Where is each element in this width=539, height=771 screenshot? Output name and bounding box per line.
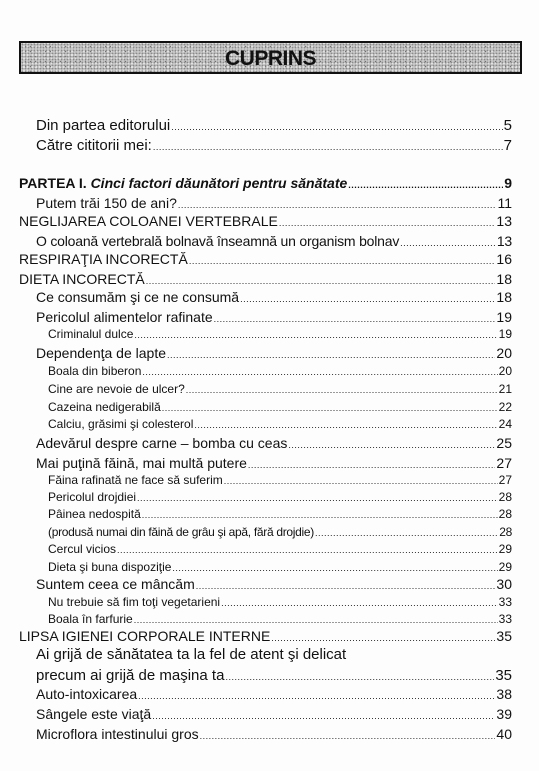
toc-entry-title: Pericolul alimentelor rafinate bbox=[36, 309, 213, 325]
toc-dot-leader bbox=[200, 731, 496, 741]
toc-entry[interactable] bbox=[36, 726, 512, 742]
toc-dot-leader bbox=[171, 122, 502, 132]
toc-entry[interactable] bbox=[48, 595, 512, 609]
toc-entry-page: 5 bbox=[503, 117, 512, 134]
title-banner bbox=[19, 41, 522, 74]
toc-entry-title: (produsă numai din făină de grâu şi apă, fără drojdie) bbox=[48, 525, 314, 539]
toc-entry[interactable] bbox=[36, 309, 512, 325]
toc-entry-page: 35 bbox=[495, 667, 512, 684]
toc-entry[interactable] bbox=[36, 117, 512, 134]
toc-entry-page: 22 bbox=[498, 400, 512, 414]
toc-dot-leader bbox=[152, 711, 495, 721]
toc-entry-page: 19 bbox=[496, 309, 512, 325]
toc-entry-title: Microflora intestinului gros bbox=[36, 726, 199, 742]
toc-dot-leader bbox=[137, 493, 498, 503]
toc-entry-page: 28 bbox=[498, 507, 512, 521]
toc-entry[interactable] bbox=[36, 289, 512, 305]
toc-entry-page: 11 bbox=[497, 195, 512, 211]
toc-entry[interactable] bbox=[48, 525, 512, 539]
toc-dot-leader bbox=[196, 581, 496, 591]
toc-entry[interactable] bbox=[19, 628, 512, 644]
toc-dot-leader bbox=[194, 420, 497, 430]
toc-entry-title: Sângele este viaţă bbox=[36, 706, 152, 722]
toc-entry-page: 20 bbox=[498, 364, 512, 378]
toc-entry-page: 18 bbox=[496, 289, 512, 305]
toc-entry-title: Cazeina nedigerabilă bbox=[48, 400, 161, 414]
toc-dot-leader bbox=[146, 276, 496, 286]
toc-entry[interactable] bbox=[36, 233, 512, 249]
toc-entry[interactable] bbox=[36, 706, 512, 722]
toc-entry-page: 33 bbox=[498, 612, 512, 626]
toc-entry-title: DIETA INCORECTĂ bbox=[19, 271, 145, 287]
toc-entry-page: 13 bbox=[496, 233, 512, 249]
toc-entry[interactable] bbox=[36, 345, 512, 361]
toc-dot-leader bbox=[248, 460, 496, 470]
toc-entry[interactable] bbox=[36, 137, 512, 154]
toc-dot-leader bbox=[348, 180, 503, 190]
toc-dot-leader bbox=[224, 476, 498, 486]
toc-entry[interactable] bbox=[19, 251, 512, 267]
toc-entry-page: 7 bbox=[503, 137, 512, 154]
page-title: CUPRINS bbox=[224, 47, 316, 70]
toc-entry-title: Dieta şi buna dispoziţie bbox=[48, 560, 172, 574]
toc-entry-page: 27 bbox=[498, 473, 512, 487]
toc-entry-title: Auto-intoxicarea bbox=[36, 686, 138, 702]
toc-entry[interactable] bbox=[48, 400, 512, 414]
toc-entry-title: Ce consumăm şi ce ne consumă bbox=[36, 289, 240, 305]
toc-entry-title: RESPIRAŢIA INCORECTĂ bbox=[19, 251, 188, 267]
toc-entry-page: 27 bbox=[496, 455, 512, 471]
toc-entry[interactable] bbox=[36, 455, 512, 471]
toc-entry-title: Criminalul dulce bbox=[48, 327, 134, 341]
toc-entry-title: LIPSA IGIENEI CORPORALE INTERNE bbox=[19, 628, 271, 644]
toc-part-heading[interactable] bbox=[19, 175, 512, 191]
toc-entry-title: Din partea editorului bbox=[36, 117, 171, 134]
toc-dot-leader bbox=[138, 691, 495, 701]
toc-dot-leader bbox=[315, 528, 498, 538]
toc-entry-page: 40 bbox=[496, 726, 512, 742]
toc-entry-title: Boala din biberon bbox=[48, 364, 142, 378]
toc-entry-page: 21 bbox=[498, 382, 512, 396]
toc-entry-title: Nu trebuie să fim toţi vegetarieni bbox=[48, 595, 221, 609]
toc-dot-leader bbox=[279, 218, 496, 228]
toc-entry[interactable] bbox=[36, 195, 512, 211]
toc-entry-title: Făina rafinată ne face să suferim bbox=[48, 473, 223, 487]
toc-entry-first-line: Ai grijă de sănătatea ta la fel de atent şi delicat bbox=[36, 646, 347, 663]
toc-dot-leader bbox=[221, 598, 498, 608]
toc-dot-leader bbox=[189, 256, 496, 266]
toc-entry[interactable] bbox=[48, 507, 512, 521]
toc-entry[interactable] bbox=[36, 686, 512, 702]
toc-dot-leader bbox=[186, 385, 498, 395]
toc-entry-page: 25 bbox=[496, 435, 512, 451]
toc-entry-page: 18 bbox=[496, 271, 512, 287]
toc-entry[interactable] bbox=[48, 364, 512, 378]
toc-dot-leader bbox=[134, 330, 497, 340]
toc-dot-leader bbox=[142, 367, 497, 377]
toc-entry-title: Pâinea nedospită bbox=[48, 507, 141, 521]
toc-entry-title: Putem trăi 150 de ani? bbox=[36, 195, 177, 211]
toc-dot-leader bbox=[117, 545, 498, 555]
toc-dot-leader bbox=[225, 672, 494, 682]
toc-entry[interactable] bbox=[48, 490, 512, 504]
toc-entry-page: 35 bbox=[496, 628, 512, 644]
toc-entry[interactable] bbox=[48, 560, 512, 574]
toc-entry-title: Cinci factori dăunători pentru sănătate bbox=[90, 175, 348, 191]
toc-entry-page: 13 bbox=[496, 213, 512, 229]
toc-entry-page: 20 bbox=[496, 345, 512, 361]
toc-entry-title: Boala în farfurie bbox=[48, 612, 133, 626]
toc-entry[interactable] bbox=[36, 576, 512, 592]
toc-entry-title: Către cititorii mei: bbox=[36, 137, 152, 154]
toc-entry-title: Cine are nevoie de ulcer? bbox=[48, 382, 185, 396]
toc-dot-leader bbox=[271, 633, 495, 643]
toc-entry[interactable] bbox=[48, 612, 512, 626]
toc-entry[interactable] bbox=[19, 271, 512, 287]
toc-entry-page: 19 bbox=[498, 327, 512, 341]
toc-entry[interactable] bbox=[19, 213, 512, 229]
toc-entry-page: 39 bbox=[496, 706, 512, 722]
part-label: PARTEA I. bbox=[19, 175, 87, 191]
toc-entry-page: 38 bbox=[496, 686, 512, 702]
toc-dot-leader bbox=[178, 200, 497, 210]
toc-dot-leader bbox=[142, 510, 498, 520]
toc-entry-page: 16 bbox=[496, 251, 512, 267]
toc-entry-title: Pericolul drojdiei bbox=[48, 490, 137, 504]
toc-entry-page: 28 bbox=[499, 525, 512, 539]
toc-entry[interactable] bbox=[36, 435, 512, 451]
toc-entry-title: Suntem ceea ce mâncăm bbox=[36, 576, 195, 592]
toc-entry[interactable] bbox=[48, 327, 512, 341]
toc-entry-title: Calciu, grăsimi şi colesterol bbox=[48, 417, 194, 431]
toc-entry[interactable] bbox=[36, 667, 512, 684]
toc-entry[interactable] bbox=[48, 542, 512, 556]
toc-dot-leader bbox=[153, 142, 503, 152]
toc-dot-leader bbox=[240, 294, 495, 304]
toc-entry-title: Cercul vicios bbox=[48, 542, 117, 556]
toc-entry-title: Mai puţină făină, mai multă putere bbox=[36, 455, 247, 471]
toc-dot-leader bbox=[214, 314, 496, 324]
toc-entry-page: 24 bbox=[498, 417, 512, 431]
toc-entry-page: 29 bbox=[498, 542, 512, 556]
toc-entry-title: Adevărul despre carne – bomba cu ceas bbox=[36, 435, 288, 451]
toc-entry-page: 29 bbox=[498, 560, 512, 574]
toc-dot-leader bbox=[162, 403, 498, 413]
toc-entry-title: Dependenţa de lapte bbox=[36, 345, 166, 361]
toc-dot-leader bbox=[400, 238, 496, 248]
toc-entry[interactable] bbox=[48, 417, 512, 431]
toc-dot-leader bbox=[134, 615, 498, 625]
toc-entry[interactable] bbox=[48, 473, 512, 487]
toc-entry-page: 28 bbox=[498, 490, 512, 504]
toc-entry-page: 33 bbox=[498, 595, 512, 609]
toc-entry-page: 9 bbox=[504, 175, 512, 191]
toc-dot-leader bbox=[172, 563, 497, 573]
toc-entry-page: 30 bbox=[496, 576, 512, 592]
toc-entry-title: NEGLIJAREA COLOANEI VERTEBRALE bbox=[19, 213, 278, 229]
toc-entry-title: precum ai grijă de maşina ta bbox=[36, 667, 225, 684]
toc-dot-leader bbox=[288, 440, 495, 450]
toc-entry[interactable] bbox=[48, 382, 512, 396]
toc-entry-title: O coloană vertebrală bolnavă înseamnă un organism bolnav bbox=[36, 233, 400, 249]
toc-dot-leader bbox=[167, 350, 495, 360]
